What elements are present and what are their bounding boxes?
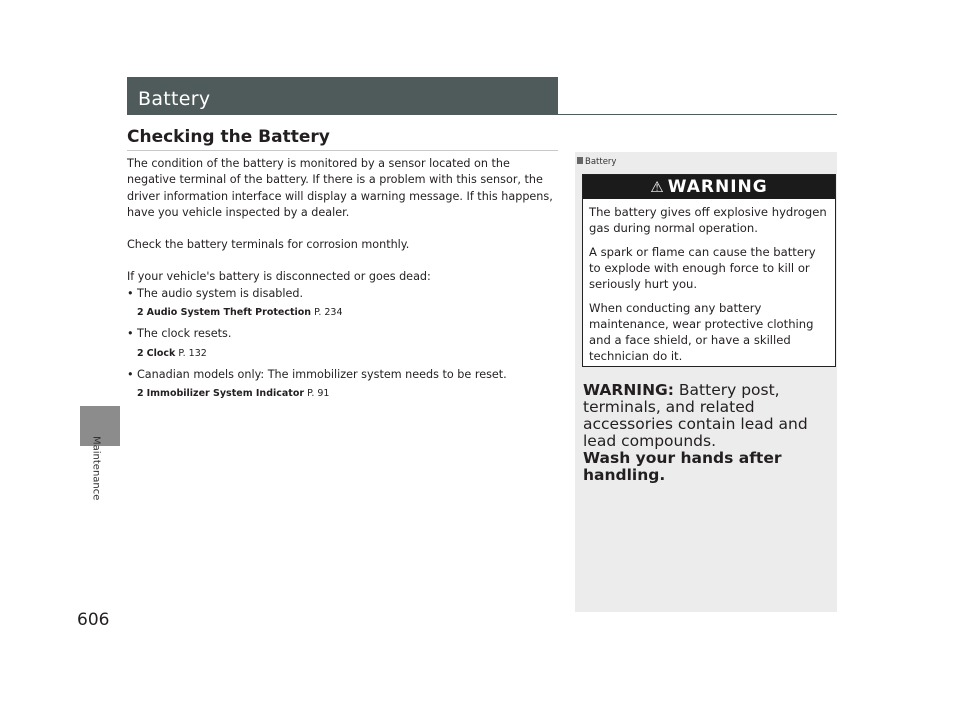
list-item [127,367,559,383]
warning-title: WARNING [667,177,768,197]
warning-paragraph: The battery gives off explosive hydrogen gas during normal operation. [589,205,827,235]
section-title: Battery [138,88,211,110]
list-item-text: The audio system is disabled. [137,286,304,300]
reference-arrow-icon: 2 [137,388,144,400]
reference-link[interactable]: Immobilizer System Indicator [146,388,305,400]
lead-warning-emphasis: Wash your hands after handling. [583,449,782,484]
bullet-icon: • [127,327,134,341]
page-number: 606 [77,610,110,630]
reference-page: P. 234 [314,307,343,319]
bullet-icon: • [127,367,134,381]
page-heading: Checking the Battery [127,127,330,147]
warning-box [582,174,836,367]
cross-reference [137,386,559,402]
reference-arrow-icon: 2 [137,307,144,319]
reference-arrow-icon: 2 [137,347,144,359]
warning-triangle-icon: ⚠ [650,178,665,196]
list-item-text: Canadian models only: The immobilizer system needs to be reset. [137,367,507,381]
reference-link[interactable]: Audio System Theft Protection [146,307,312,319]
warning-body [583,199,835,364]
reference-page: P. 132 [178,347,207,359]
bullet-icon: • [127,286,134,300]
intro-paragraph: The condition of the battery is monitored by a sensor located on the negative terminal of the battery. If there is a problem with this sensor, the driver information interface will display a warning message. If this happens, have you vehicle inspected by a dealer. [127,157,553,219]
check-paragraph: Check the battery terminals for corrosion monthly. [127,238,410,252]
list-item [127,286,559,302]
cross-reference [137,346,559,362]
reference-page: P. 91 [307,388,330,400]
warning-header [583,175,835,199]
lead-warning [583,382,833,484]
heading-rule [127,150,558,151]
sidebar-label: Battery [577,157,616,167]
disconnected-paragraph: If your vehicle's battery is disconnected or goes dead: [127,270,431,284]
warning-paragraph: A spark or flame can cause the battery to explode with enough force to kill or seriously hurt you. [589,245,816,291]
banner-rule [558,114,837,115]
list-item-text: The clock resets. [137,327,232,341]
main-body [127,156,559,408]
warning-paragraph: When conducting any battery maintenance, wear protective clothing and a face shield, or have a skilled technician do it. [589,301,814,363]
cross-reference [137,305,559,321]
note-icon [577,157,583,164]
lead-warning-text: Battery post, terminals, and related accessories contain lead and lead compounds. [583,381,808,450]
side-label: Maintenance [90,436,102,501]
lead-warning-label: WARNING: [583,381,674,399]
reference-link[interactable]: Clock [146,347,176,359]
list-item [127,326,559,342]
